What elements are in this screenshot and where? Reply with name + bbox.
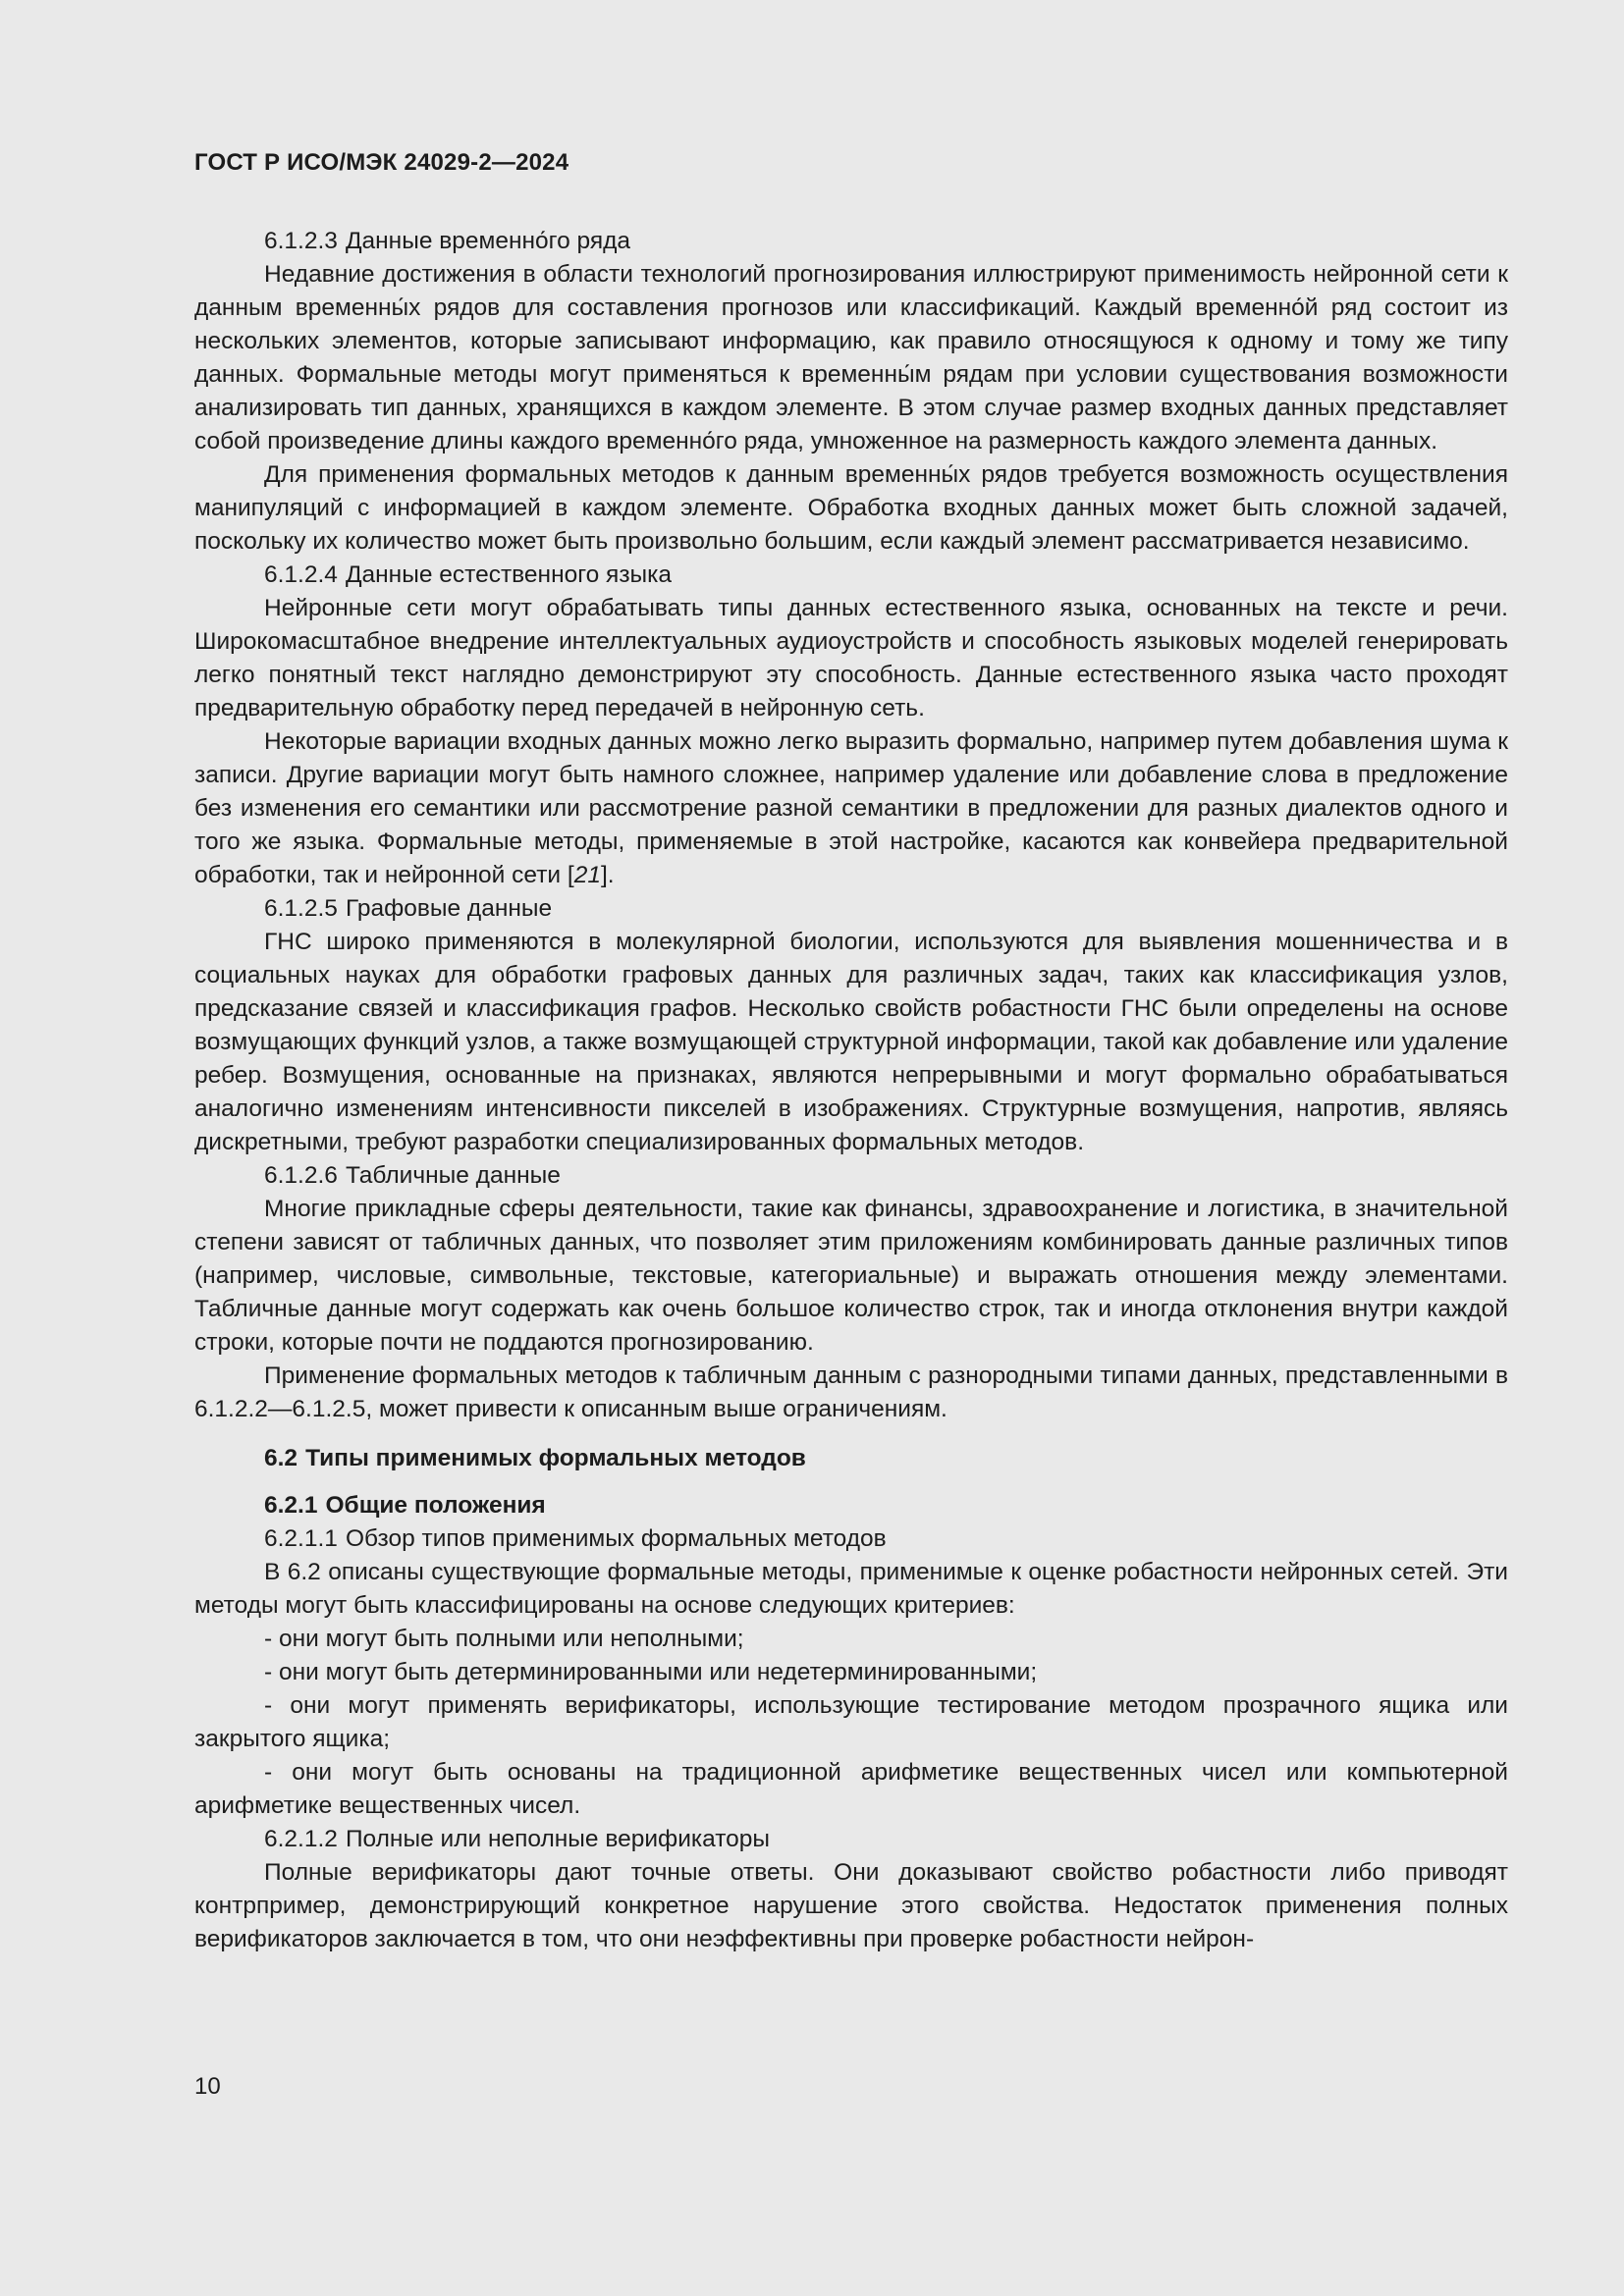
paragraph: В 6.2 описаны существующие формальные методы, применимые к оценке робастности нейронных сетей. Эти методы могут быть классифицированы на основе следующих критериев: — [194, 1559, 1508, 1619]
subsection-heading-6-1-2-6 — [194, 1159, 1508, 1193]
section-number: 6.1.2.5 — [264, 895, 338, 922]
section-title: Типы применимых формальных методов — [305, 1445, 806, 1471]
paragraph: Многие прикладные сферы деятельности, такие как финансы, здравоохранение и логистика, в значительной степени зависят от табличных данных, что позволяет этим приложениям комбинировать данные различных типов (например, числовые, символьные, текстовые, категориальные) и выражать отношения между элементами. Табличные данные могут содержать как очень большое количество строк, так и иногда отклонения внутри каждой строки, которые почти не поддаются прогнозированию. — [194, 1196, 1508, 1356]
section-number: 6.2.1.2 — [264, 1826, 338, 1852]
section-number: 6.1.2.4 — [264, 561, 338, 588]
page-number: 10 — [194, 2073, 221, 2100]
paragraph-text: Некоторые вариации входных данных можно легко выразить формально, например путем добавления шума к записи. Другие вариации могут быть намного сложнее, например удаление или добавление слова в предложение без изменения его семантики или рассмотрение разной семантики в предложении для разных диалектов одного и того же языка. Формальные методы, применяемые в этой настройке, касаются как конвейера предварительной обработки, так и нейронной сети [ — [194, 728, 1508, 888]
subsection-heading-6-1-2-4 — [194, 559, 1508, 592]
document-header: ГОСТ Р ИСО/МЭК 24029-2—2024 — [194, 149, 569, 176]
list-item: - они могут применять верификаторы, использующие тестирование методом прозрачного ящика или закрытого ящика; — [194, 1692, 1508, 1752]
paragraph: Для применения формальных методов к данным временны́х рядов требуется возможность осуществления манипуляций с информацией в каждом элементе. Обработка входных данных может быть сложной задачей, поскольку их количество может быть произвольно большим, если каждый элемент рассматривается независимо. — [194, 461, 1508, 555]
paragraph: Применение формальных методов к табличным данным с разнородными типами данных, представленными в 6.1.2.2—6.1.2.5, может привести к описанным выше ограничениям. — [194, 1362, 1508, 1422]
reference-link[interactable]: 21 — [573, 862, 601, 888]
subsection-heading-6-2-1-1 — [194, 1522, 1508, 1556]
section-title: Полные или неполные верификаторы — [345, 1826, 771, 1852]
section-title: Данные временно́го ряда — [345, 228, 631, 254]
section-title: Обзор типов применимых формальных методов — [345, 1525, 887, 1552]
subsection-heading-6-1-2-3 — [194, 225, 1508, 258]
section-title: Табличные данные — [345, 1162, 561, 1189]
section-title: Общие положения — [325, 1492, 546, 1519]
paragraph: Нейронные сети могут обрабатывать типы данных естественного языка, основанных на тексте и речи. Широкомасштабное внедрение интеллектуальных аудиоустройств и способность языковых моделей генерировать легко понятный текст наглядно демонстрируют эту способность. Данные естественного языка часто проходят предварительную обработку перед передачей в нейронную сеть. — [194, 595, 1508, 721]
list-item: - они могут быть полными или неполными; — [264, 1626, 744, 1652]
subsection-heading-6-2-1-2 — [194, 1823, 1508, 1856]
section-number: 6.1.2.3 — [264, 228, 338, 254]
document-body — [194, 225, 1508, 1956]
subsection-heading-6-1-2-5 — [194, 892, 1508, 926]
paragraph-text-end: ]. — [600, 862, 615, 888]
paragraph: ГНС широко применяются в молекулярной биологии, используются для выявления мошенничества и в социальных науках для обработки графовых данных для различных задач, таких как классификация узлов, предсказание связей и классификация графов. Несколько свойств робастности ГНС были определены на основе возмущающих функций узлов, а также возмущающей структурной информации, такой как добавление или удаление ребер. Возмущения, основанные на признаках, являются непрерывными и могут формально обрабатываться аналогично изменениям интенсивности пикселей в изображениях. Структурные возмущения, напротив, являясь дискретными, требуют разработки специализированных формальных методов. — [194, 929, 1508, 1155]
section-title: Данные естественного языка — [345, 561, 673, 588]
list-item: - они могут быть детерминированными или недетерминированными; — [264, 1659, 1038, 1685]
paragraph: Недавние достижения в области технологий прогнозирования иллюстрируют применимость нейронной сети к данным временны́х рядов для составления прогнозов или классификаций. Каждый временно́й ряд состоит из нескольких элементов, которые записывают информацию, как правило относящуюся к одному и тому же типу данных. Формальные методы могут применяться к временны́м рядам при условии существования возможности анализировать тип данных, хранящихся в каждом элементе. В этом случае размер входных данных представляет собой произведение длины каждого временно́го ряда, умноженное на размерность каждого элемента данных. — [194, 261, 1508, 454]
list-item: - они могут быть основаны на традиционной арифметике вещественных чисел или компьютерной арифметике вещественных чисел. — [194, 1759, 1508, 1819]
paragraph: Полные верификаторы дают точные ответы. Они доказывают свойство робастности либо приводят контрпример, демонстрирующий конкретное нарушение этого свойства. Недостаток применения полных верификаторов заключается в том, что они неэффективны при проверке робастности нейрон- — [194, 1859, 1508, 1952]
section-heading-6-2-1 — [194, 1489, 1508, 1522]
section-number: 6.1.2.6 — [264, 1162, 338, 1189]
section-number: 6.2 — [264, 1445, 298, 1471]
section-number: 6.2.1 — [264, 1492, 318, 1519]
section-heading-6-2 — [194, 1442, 1508, 1475]
section-title: Графовые данные — [345, 895, 553, 922]
paragraph — [194, 725, 1508, 892]
section-number: 6.2.1.1 — [264, 1525, 338, 1552]
